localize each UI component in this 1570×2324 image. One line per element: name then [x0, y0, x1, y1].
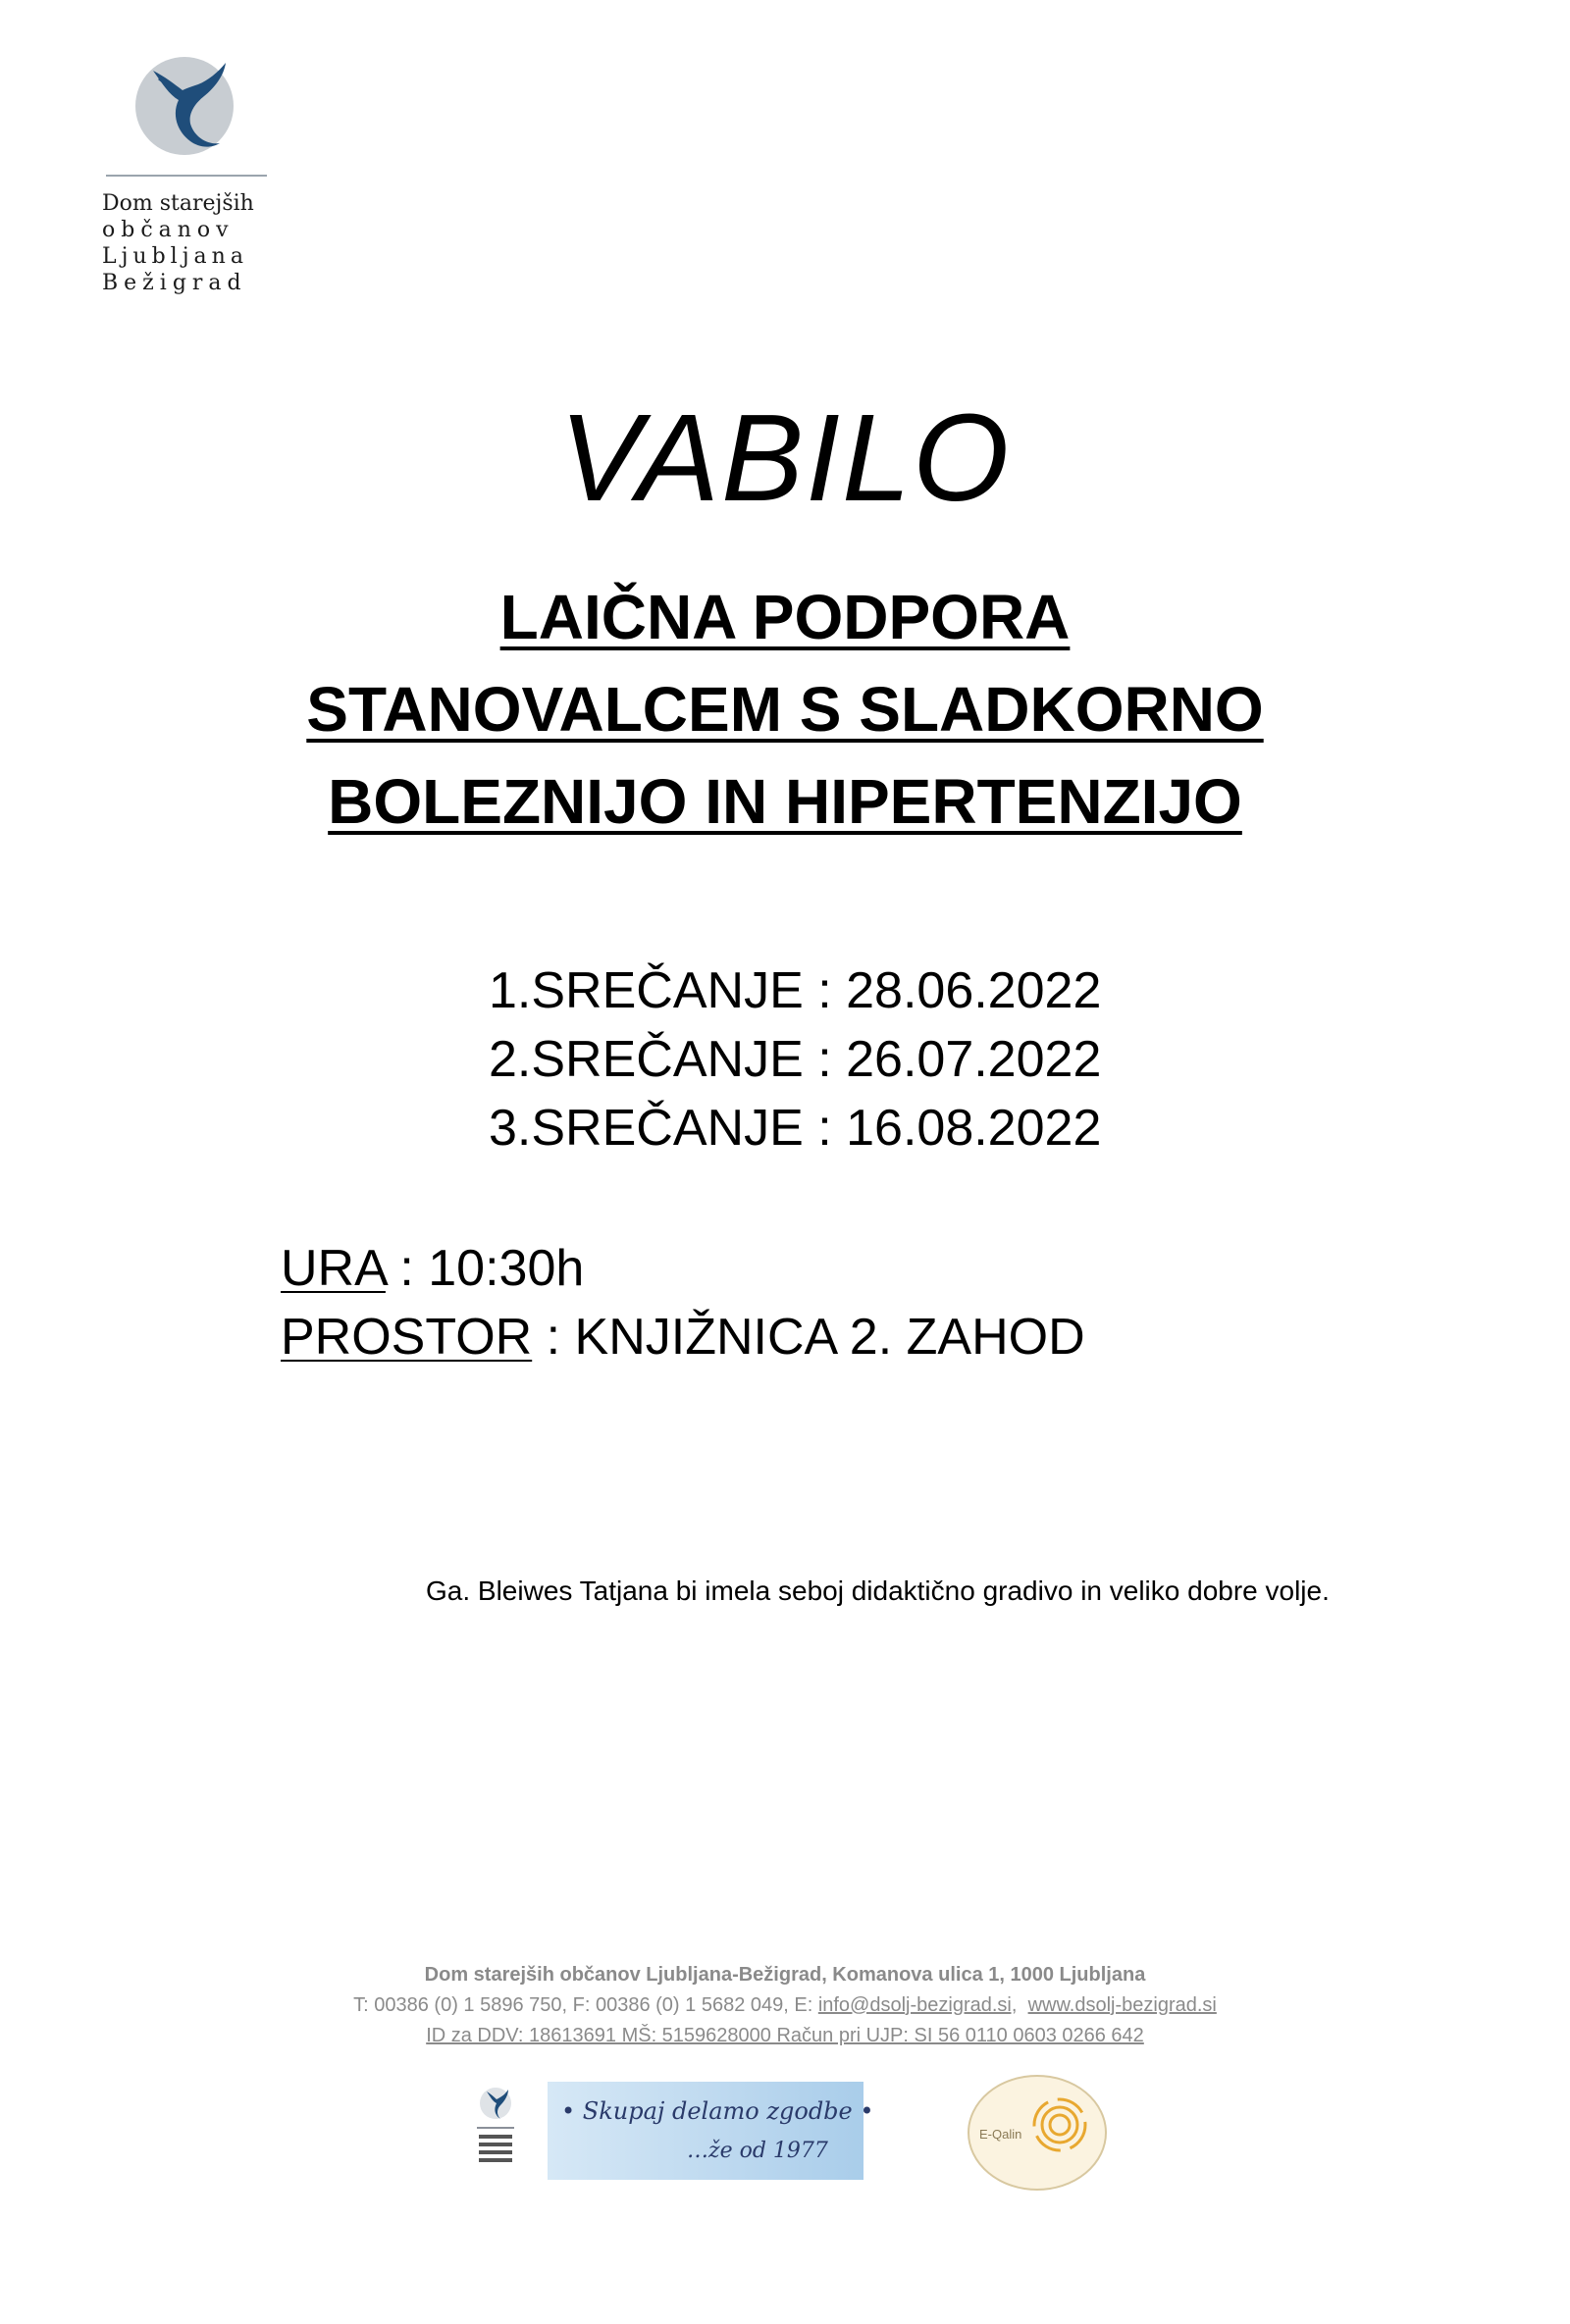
subtitle-line-1: LAIČNA PODPORA	[499, 582, 1071, 652]
footer-address: Dom starejših občanov Ljubljana-Bežigrad, Komanova ulica 1, 1000 Ljubljana	[424, 1964, 1146, 1986]
footer	[0, 1960, 1570, 2051]
meeting-list	[489, 956, 1101, 1162]
logo-wordmark	[102, 190, 279, 296]
time-value: 10:30h	[428, 1240, 585, 1297]
time-row: URA : 10:30h	[281, 1240, 585, 1297]
bird-emblem-icon	[130, 51, 239, 161]
email-link[interactable]: info@dsolj-bezigrad.si,	[817, 1994, 1018, 2016]
subtitle-line-3: BOLEZNIJO IN HIPERTENZIJO	[328, 766, 1242, 837]
meeting-item: 3.SREČANJE : 16.08.2022	[489, 1100, 1102, 1157]
event-subtitle	[0, 571, 1570, 848]
subtitle-line-2: STANOVALCEM S SLADKORNO	[306, 674, 1264, 745]
event-info	[281, 1234, 1085, 1371]
slogan-banner	[548, 2082, 864, 2180]
place-label: PROSTOR	[281, 1309, 533, 1366]
footer-contacts: T: 00386 (0) 1 5896 750, F: 00386 (0) 1 5682 049, E: info@dsolj-bezigrad.si, www.dsolj-bezigrad.si	[353, 1994, 1217, 2016]
page-title: VABILO	[558, 388, 1012, 527]
meeting-item: 2.SREČANJE : 26.07.2022	[489, 1031, 1102, 1088]
slogan-line-2: …že od 1977	[687, 2139, 828, 2163]
logo-line-4: Bežigrad	[102, 271, 247, 295]
logo-line-2: občanov	[102, 218, 235, 242]
small-logo-icon	[473, 2082, 518, 2176]
logo-line-3: Ljubljana	[102, 244, 248, 269]
slogan-line-1: • Skupaj delamo zgodbe •	[561, 2097, 874, 2125]
meeting-item: 1.SREČANJE : 28.06.2022	[489, 962, 1102, 1019]
note-text: Ga. Bleiwes Tatjana bi imela seboj didaktično gradivo in veliko dobre volje.	[426, 1575, 1330, 1606]
logo-divider	[106, 175, 267, 177]
place-value: KNJIŽNICA 2. ZAHOD	[574, 1309, 1085, 1366]
place-row: PROSTOR : KNJIŽNICA 2. ZAHOD	[281, 1309, 1085, 1366]
seal-label: E-Qalin	[979, 2127, 1022, 2142]
logo-line-1: Dom starejših	[102, 191, 254, 216]
website-link[interactable]: www.dsolj-bezigrad.si	[1027, 1994, 1217, 2016]
footer-registration: ID za DDV: 18613691 MŠ: 5159628000 Račun pri UJP: SI 56 0110 0603 0266 642	[426, 2025, 1144, 2046]
e-qalin-seal-icon	[966, 2074, 1109, 2192]
time-label: URA	[281, 1240, 386, 1297]
